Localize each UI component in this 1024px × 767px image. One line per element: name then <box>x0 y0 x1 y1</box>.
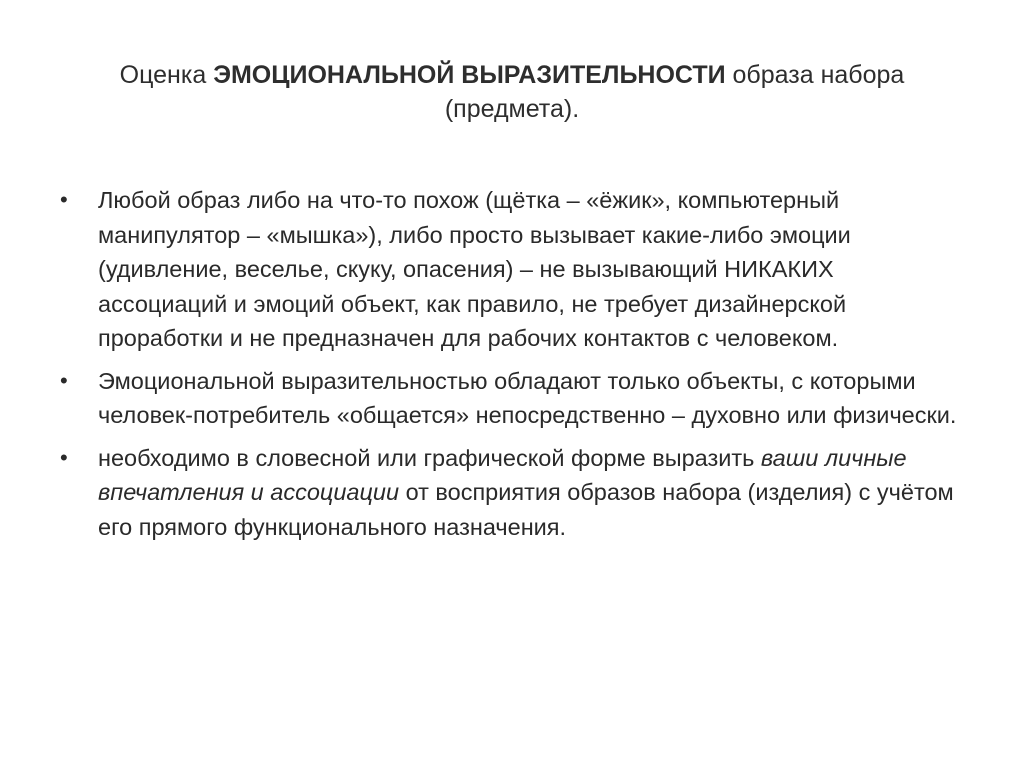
title-prefix: Оценка <box>119 61 214 89</box>
bullet-text-after: от восприятия образов набора (изделия) с учётом его прямого функционального назначения. <box>98 479 954 540</box>
bullet-dot-icon: • <box>60 187 68 212</box>
bullet-dot-icon: • <box>60 367 68 393</box>
slide-title <box>112 58 912 126</box>
bullet-dot-icon: • <box>60 444 68 470</box>
bullet-item <box>60 441 960 545</box>
bullet-text-italic: ваши личные впечатления и ассоциации <box>98 444 907 505</box>
bullet-text: Эмоциональной выразительностью обладают только объекты, с которыми человек-потребитель «общается» непосредственно – духовно или физически. <box>98 367 957 428</box>
bullet-list <box>60 183 960 552</box>
bullet-item <box>60 183 960 356</box>
title-suffix: образа набора (предмета). <box>444 61 905 123</box>
bullet-text-before: необходимо в словесной или графической форме выразить <box>98 444 761 471</box>
bullet-text: Любой образ либо на что-то похож (щётка – «ёжик», компьютерный манипулятор – «мышка»), либо просто вызывает какие-либо эмоции (удивление, веселье, скуку, опасения) – не вызывающий НИКАКИХ ассоциаций и эмоций объект, как правило, не требует дизайнерской проработки и не предназначен для рабочих контактов с человеком. <box>98 187 851 351</box>
title-emphasis: ЭМОЦИОНАЛЬНОЙ ВЫРАЗИТЕЛЬНОСТИ <box>213 61 726 89</box>
bullet-item <box>60 364 960 433</box>
